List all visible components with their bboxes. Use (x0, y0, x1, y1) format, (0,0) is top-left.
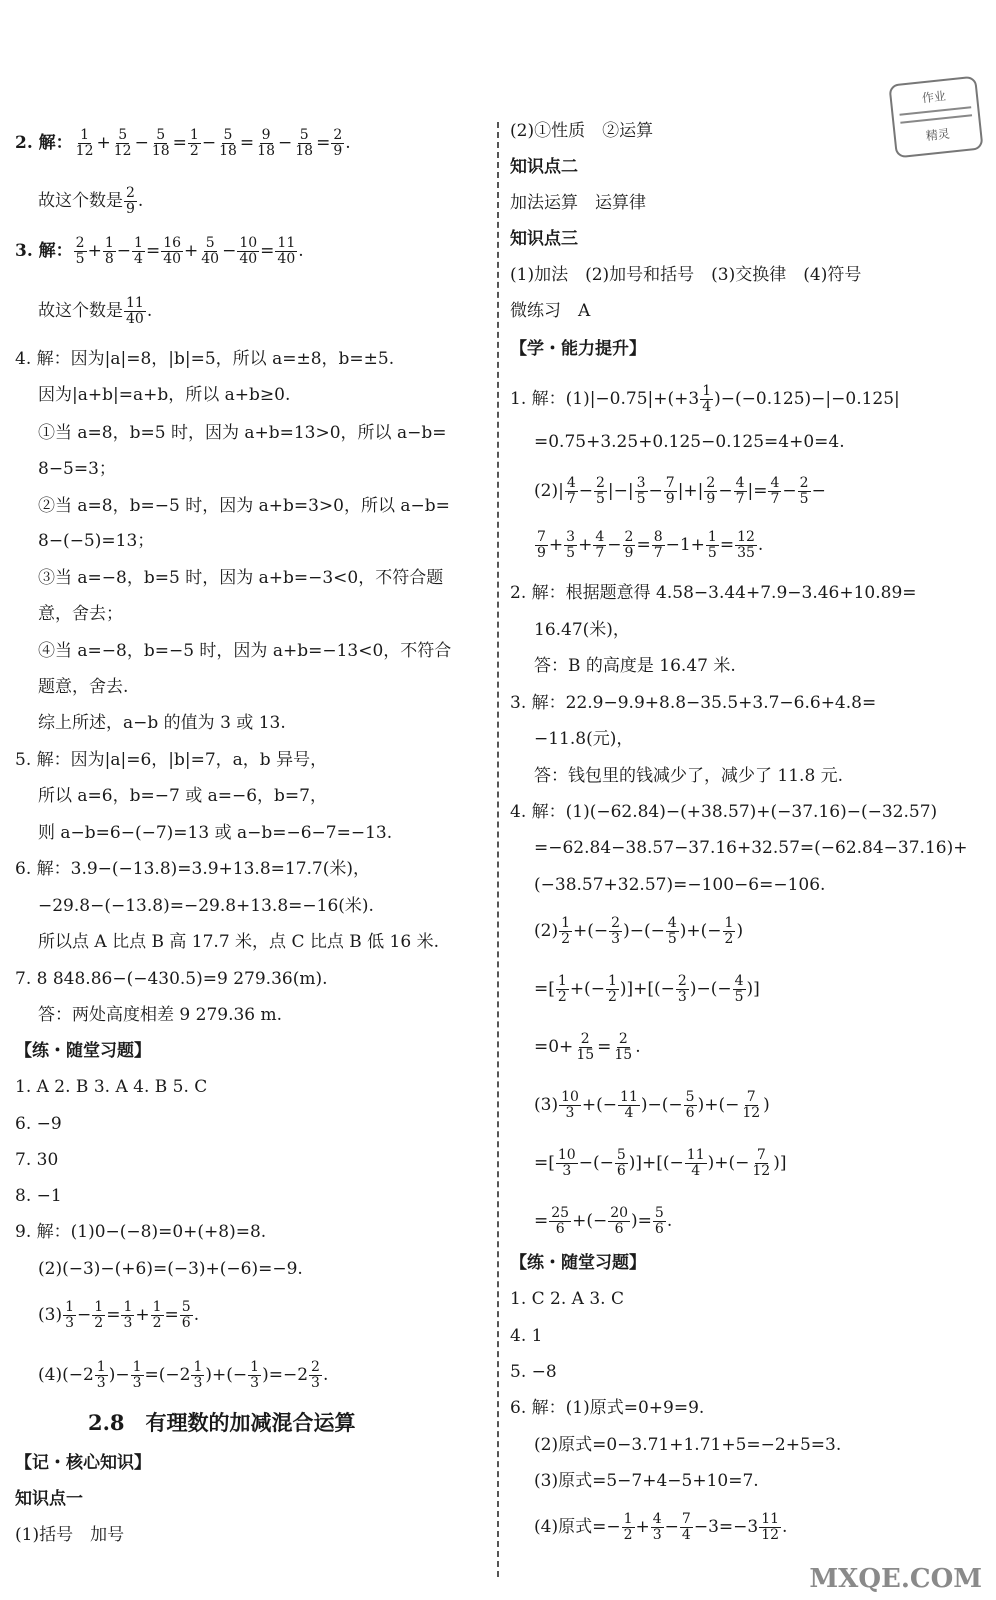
answer-line: 答：钱包里的钱减少了，减少了 11.8 元. (534, 766, 844, 786)
answer-line: 微练习 A (510, 301, 591, 321)
answer-line: 4. 解：(1)(−62.84)−(+38.57)+(−37.16)−(−32.57) (510, 802, 938, 822)
q2-equation: 2. 解： $\frac{1}{12}$ + $\frac{5}{12}$ − $\frac{5}{18}$ = $\frac{1}{2}$ − $\frac{5}{18}$ = $\frac{9}{18}$ − $\frac{5}{18}$ = $\frac{2}{9}$ . (15, 127, 351, 159)
a4-2-step: =[ $\frac{1}{2}$ +(− $\frac{1}{2}$ )]+[(− $\frac{2}{3}$ )−(− $\frac{4}{5}$ )] (534, 973, 760, 1005)
section-heading: 【学・能力提升】 (510, 339, 646, 359)
answer-line: 2. 解：根据题意得 4.58−3.44+7.9−3.46+10.89= (510, 583, 917, 603)
q4-line: 8−5=3； (38, 459, 116, 479)
answer-line: 4. 1 (510, 1326, 543, 1346)
q3-equation: 3. 解： $\frac{2}{5}$ + $\frac{1}{8}$ − $\frac{1}{4}$ = $\frac{16}{40}$ + $\frac{5}{40}$ − $\frac{10}{40}$ = $\frac{11}{40}$ . (15, 235, 304, 267)
q4-line: ②当 a=8，b=−5 时，因为 a+b=3>0，所以 a−b= (38, 496, 450, 516)
answer-line: 6. −9 (15, 1114, 62, 1134)
answer-line: 16.47(米)， (534, 620, 630, 640)
q6-line: −29.8−(−13.8)=−29.8+13.8=−16(米). (38, 896, 374, 916)
a1-2-equation: (2)| $\frac{4}{7}$ − $\frac{2}{5}$ |−| $\frac{3}{5}$ − $\frac{7}{9}$ |+| $\frac{2}{9}$ − $\frac{4}{7}$ |= $\frac{4}{7}$ − $\frac{2}{5}$ − (534, 475, 826, 507)
b6-4-equation: (4)原式=− $\frac{1}{2}$ + $\frac{4}{3}$ − $\frac{7}{4}$ −3=−3 $\frac{11}{12}$ . (534, 1511, 788, 1543)
answer-line: (2)①性质 ②运算 (510, 121, 654, 141)
p9-4-equation: (4)(−2 $\frac{1}{3}$ )− $\frac{1}{3}$ =(−2 $\frac{1}{3}$ )+(− $\frac{1}{3}$ )=−2 $\frac{2}{3}$ . (38, 1359, 329, 1391)
a4-3-equation: (3) $\frac{10}{3}$ +(− $\frac{11}{4}$ )−(− $\frac{5}{6}$ )+(− $\frac{7}{12}$ ) (534, 1089, 770, 1121)
answer-line: (1)加法 (2)加号和括号 (3)交换律 (4)符号 (510, 265, 862, 285)
section-heading: 【练・随堂习题】 (510, 1253, 646, 1273)
a4-3-step: =[ $\frac{10}{3}$ −(− $\frac{5}{6}$ )]+[(− $\frac{11}{4}$ )+(− $\frac{7}{12}$ )] (534, 1147, 787, 1179)
q4-line: 综上所述，a−b 的值为 3 或 13. (38, 713, 286, 733)
answer-line: 答：B 的高度是 16.47 米. (534, 656, 736, 676)
watermark-logo: MXQE.COM (809, 1564, 982, 1594)
q6-line: 6. 解：3.9−(−13.8)=3.9+13.8=17.7(米)， (15, 859, 370, 879)
column-divider (497, 122, 499, 1577)
q4-line: 8−(−5)=13； (38, 531, 155, 551)
q4-line: 4. 解：因为|a|=8，|b|=5，所以 a=±8，b=±5. (15, 349, 395, 369)
a4-3-result: = $\frac{25}{6}$ +(− $\frac{20}{6}$ )= $\frac{5}{6}$ . (534, 1205, 673, 1237)
q4-line: 意，舍去； (38, 604, 123, 624)
answer-line: 5. −8 (510, 1362, 557, 1382)
answer-line: (2)(−3)−(+6)=(−3)+(−6)=−9. (38, 1259, 303, 1279)
answer-line: =−62.84−38.57−37.16+32.57=(−62.84−37.16)+ (534, 838, 968, 858)
answer-line: (2)原式=0−3.71+1.71+5=−2+5=3. (534, 1435, 842, 1455)
a1-equation: 1. 解：(1)|−0.75|+(+3 $\frac{1}{4}$ )−(−0.125)−|−0.125| (510, 383, 900, 415)
stamp-logo: 作业 精灵 (888, 76, 983, 159)
a1-2-cont: $\frac{7}{9}$ + $\frac{3}{5}$ + $\frac{4}{7}$ − $\frac{2}{9}$ = $\frac{8}{7}$ −1+ $\frac{1}{5}$ = $\frac{12}{35}$ . (537, 529, 764, 561)
q4-line: ④当 a=−8，b=−5 时，因为 a+b=−13<0，不符合 (38, 641, 452, 661)
section-heading: 【练・随堂习题】 (15, 1041, 151, 1061)
q6-line: 所以点 A 比点 B 高 17.7 米，点 C 比点 B 低 16 米. (38, 932, 440, 952)
section-heading: 【记・核心知识】 (15, 1453, 151, 1473)
answer-line: 3. 解：22.9−9.9+8.8−35.5+3.7−6.6+4.8= (510, 693, 877, 713)
answer-line: 1. C 2. A 3. C (510, 1289, 624, 1309)
knowledge-point-heading: 知识点三 (510, 229, 578, 249)
a4-2-equation: (2) $\frac{1}{2}$ +(− $\frac{2}{3}$ )−(− $\frac{4}{5}$ )+(− $\frac{1}{2}$ ) (534, 915, 744, 947)
section-title: 2.8 有理数的加减混合运算 (88, 1410, 356, 1435)
answer-line: (1)括号 加号 (15, 1525, 125, 1545)
answer-line: 9. 解：(1)0−(−8)=0+(+8)=8. (15, 1222, 267, 1242)
q3-conclusion: 故这个数是 $\frac{11}{40}$ . (38, 295, 153, 327)
q4-line: ①当 a=8，b=5 时，因为 a+b=13>0，所以 a−b= (38, 423, 447, 443)
q7-line: 答：两处高度相差 9 279.36 m. (38, 1005, 283, 1025)
q4-line: 因为|a+b|=a+b，所以 a+b≥0. (38, 385, 291, 405)
answer-line: 6. 解：(1)原式=0+9=9. (510, 1398, 705, 1418)
q5-line: 所以 a=6，b=−7 或 a=−6，b=7， (38, 786, 327, 806)
knowledge-point-heading: 知识点二 (510, 157, 578, 177)
answer-line: −11.8(元)， (534, 729, 634, 749)
answer-line: 8. −1 (15, 1186, 62, 1206)
q4-line: ③当 a=−8，b=5 时，因为 a+b=−3<0，不符合题 (38, 568, 444, 588)
q5-line: 5. 解：因为|a|=6，|b|=7，a，b 异号， (15, 750, 328, 770)
p9-3-equation: (3) $\frac{1}{3}$ − $\frac{1}{2}$ = $\frac{1}{3}$ + $\frac{1}{2}$ = $\frac{5}{6}$ . (38, 1299, 200, 1331)
q7-line: 7. 8 848.86−(−430.5)=9 279.36(m). (15, 969, 328, 989)
answer-line: =0.75+3.25+0.125−0.125=4+0=4. (534, 432, 845, 452)
q5-line: 则 a−b=6−(−7)=13 或 a−b=−6−7=−13. (38, 823, 393, 843)
a4-2-result: =0+ $\frac{2}{15}$ = $\frac{2}{15}$ . (534, 1031, 641, 1063)
answer-line: (3)原式=5−7+4−5+10=7. (534, 1471, 759, 1491)
q4-line: 题意，舍去. (38, 677, 129, 697)
knowledge-point-heading: 知识点一 (15, 1489, 83, 1509)
q2-conclusion: 故这个数是 $\frac{2}{9}$ . (38, 185, 144, 217)
answer-line: 7. 30 (15, 1150, 59, 1170)
answer-line: 加法运算 运算律 (510, 193, 646, 213)
answer-line: (−38.57+32.57)=−100−6=−106. (534, 875, 826, 895)
answer-line: 1. A 2. B 3. A 4. B 5. C (15, 1077, 208, 1097)
